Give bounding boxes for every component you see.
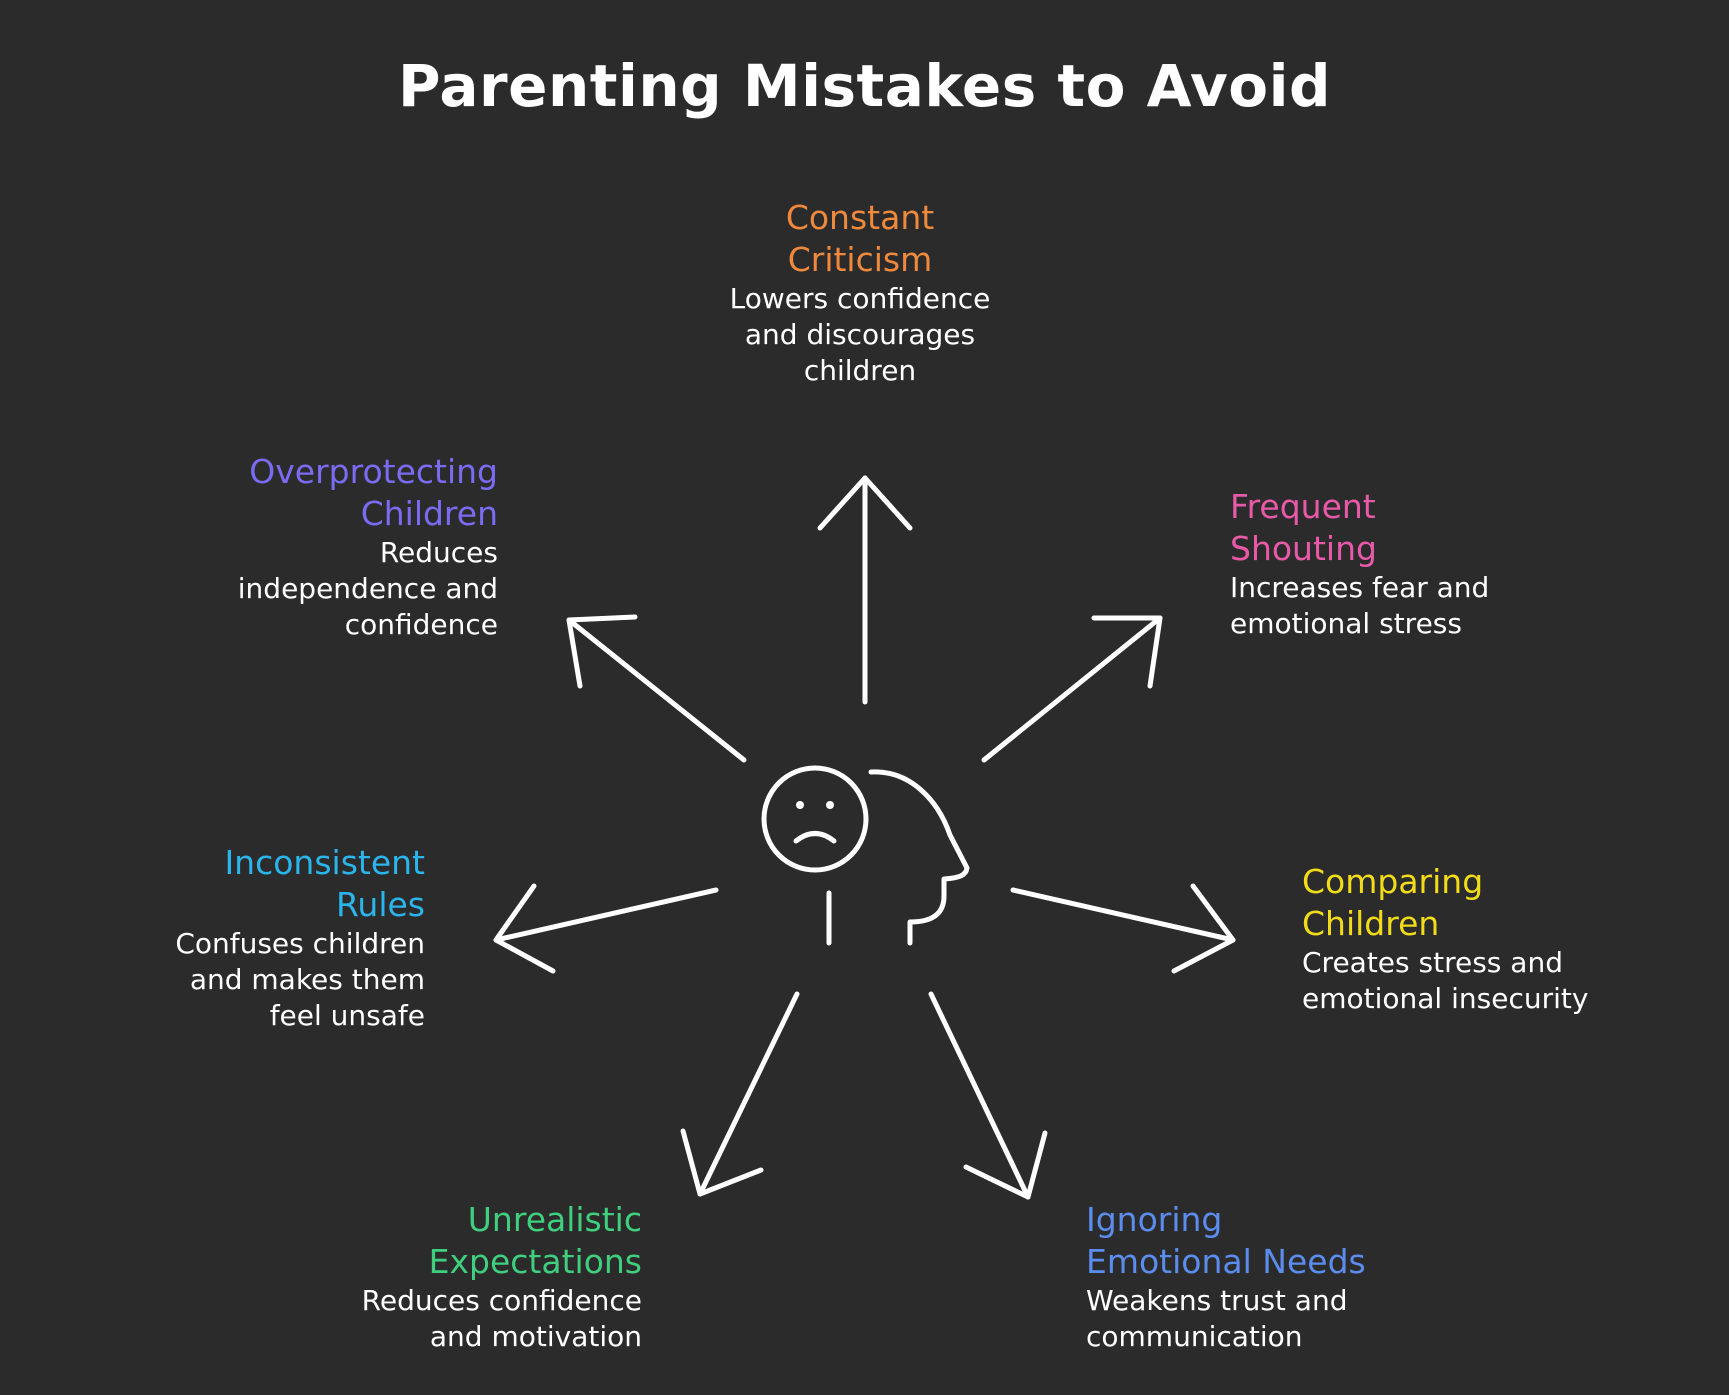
arrow-up — [820, 478, 910, 702]
arrow-upper-left — [569, 617, 744, 760]
mistake-description: Reduces independence and confidence — [237, 536, 498, 641]
mistake-description: Creates stress and emotional insecurity — [1302, 946, 1589, 1015]
arrow-lower-left — [683, 994, 797, 1194]
arrow-lower-right — [931, 994, 1045, 1197]
sad-person-head-icon — [764, 768, 967, 943]
mistake-title: Comparing Children — [1302, 862, 1484, 943]
mistake-overprotecting-children — [178, 451, 498, 643]
mistake-title: Overprotecting Children — [249, 452, 498, 533]
mistake-description: Confuses children and makes them feel unsafe — [175, 927, 425, 1032]
mistake-title: Inconsistent Rules — [224, 843, 425, 924]
mistake-title: Unrealistic Expectations — [428, 1200, 642, 1281]
mistake-inconsistent-rules — [110, 842, 425, 1034]
arrow-right — [1013, 886, 1233, 971]
mistake-comparing-children — [1302, 861, 1702, 1017]
mistake-constant-criticism — [690, 197, 1030, 389]
mistake-title: Ignoring Emotional Needs — [1086, 1200, 1366, 1281]
arrow-upper-right — [984, 618, 1160, 760]
mistake-description: Lowers confidence and discourages children — [729, 282, 991, 387]
arrow-left — [496, 886, 716, 971]
mistake-description: Weakens trust and communication — [1086, 1284, 1348, 1353]
mistake-description: Reduces confidence and motivation — [361, 1284, 642, 1353]
mistake-ignoring-emotional-needs — [1086, 1199, 1486, 1355]
mistake-frequent-shouting — [1230, 486, 1590, 642]
mistake-title: Frequent Shouting — [1230, 487, 1377, 568]
diagram-title: Parenting Mistakes to Avoid — [397, 52, 1332, 120]
mistake-unrealistic-expectations — [292, 1199, 642, 1355]
mistake-description: Increases fear and emotional stress — [1230, 571, 1490, 640]
mistake-title: Constant Criticism — [785, 198, 935, 279]
